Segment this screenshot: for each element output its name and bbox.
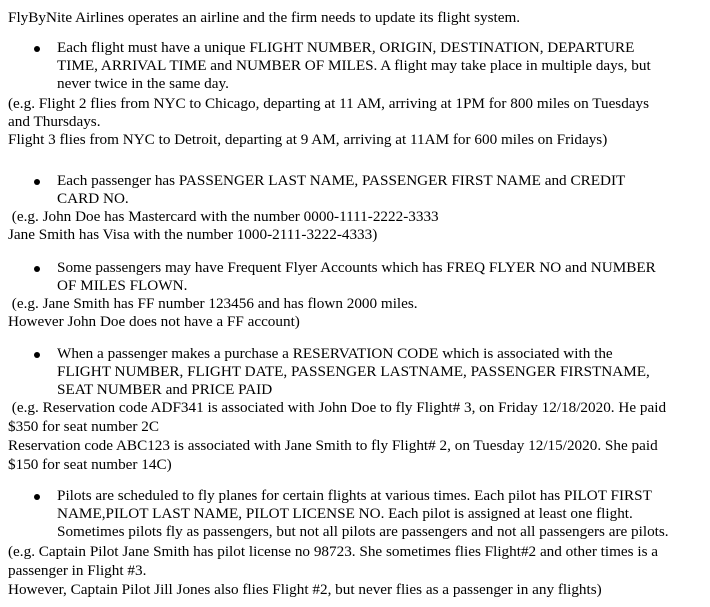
example-line: (e.g. Reservation code ADF341 is associated with John Doe to fly Flight# 3, on Friday 12/18/2020. He paid: [8, 399, 667, 416]
bullet-icon: [34, 266, 40, 272]
bullet-line: Each flight must have a unique FLIGHT NUMBER, ORIGIN, DESTINATION, DEPARTURE: [57, 39, 635, 56]
bullet-line: OF MILES FLOWN.: [57, 277, 188, 294]
bullet-line: Pilots are scheduled to fly planes for certain flights at various times. Each pilot has PILOT FIRST: [57, 487, 652, 504]
example-line: and Thursdays.: [8, 113, 101, 130]
example-line: Reservation code ABC123 is associated with Jane Smith to fly Flight# 2, on Tuesday 12/15/2020. She paid: [8, 437, 658, 454]
example-line: (e.g. John Doe has Mastercard with the number 0000-1111-2222-3333: [8, 208, 439, 225]
example-line: $350 for seat number 2C: [8, 418, 159, 435]
bullet-icon: [34, 46, 40, 52]
bullet-icon: [34, 179, 40, 185]
bullet-line: Some passengers may have Frequent Flyer Accounts which has FREQ FLYER NO and NUMBER: [57, 259, 656, 276]
bullet-line: Each passenger has PASSENGER LAST NAME, PASSENGER FIRST NAME and CREDIT: [57, 172, 626, 189]
example-line: $150 for seat number 14C): [8, 456, 172, 473]
bullet-line: TIME, ARRIVAL TIME and NUMBER OF MILES. A flight may take place in multiple days, but: [57, 57, 651, 74]
bullet-line: FLIGHT NUMBER, FLIGHT DATE, PASSENGER LASTNAME, PASSENGER FIRSTNAME,: [57, 363, 650, 380]
bullet-line: Sometimes pilots fly as passengers, but not all pilots are passengers and not all passengers are pilots.: [57, 523, 669, 540]
bullet-line: NAME,PILOT LAST NAME, PILOT LICENSE NO. Each pilot is assigned at least one flight.: [57, 505, 633, 522]
bullet-icon: [34, 494, 40, 500]
bullet-line: CARD NO.: [57, 190, 129, 207]
bullet-icon: [34, 352, 40, 358]
bullet-line: When a passenger makes a purchase a RESERVATION CODE which is associated with the: [57, 345, 613, 362]
intro-paragraph: FlyByNite Airlines operates an airline and the firm needs to update its flight system.: [8, 9, 521, 26]
bullet-line: SEAT NUMBER and PRICE PAID: [57, 381, 273, 398]
example-line: However, Captain Pilot Jill Jones also flies Flight #2, but never flies as a passenger in any flights): [8, 581, 602, 598]
bullet-line: never twice in the same day.: [57, 75, 229, 92]
example-line: (e.g. Flight 2 flies from NYC to Chicago, departing at 11 AM, arriving at 1PM for 800 miles on Tuesdays: [8, 95, 650, 112]
example-line: (e.g. Captain Pilot Jane Smith has pilot license no 98723. She sometimes flies Flight#2 and other times is a: [8, 543, 659, 560]
example-line: passenger in Flight #3.: [8, 562, 147, 579]
example-line: However John Doe does not have a FF account): [8, 313, 300, 330]
example-line: Jane Smith has Visa with the number 1000-2111-3222-4333): [8, 226, 378, 243]
example-line: Flight 3 flies from NYC to Detroit, departing at 9 AM, arriving at 11AM for 600 miles on Fridays): [8, 131, 608, 148]
example-line: (e.g. Jane Smith has FF number 123456 and has flown 2000 miles.: [8, 295, 418, 312]
